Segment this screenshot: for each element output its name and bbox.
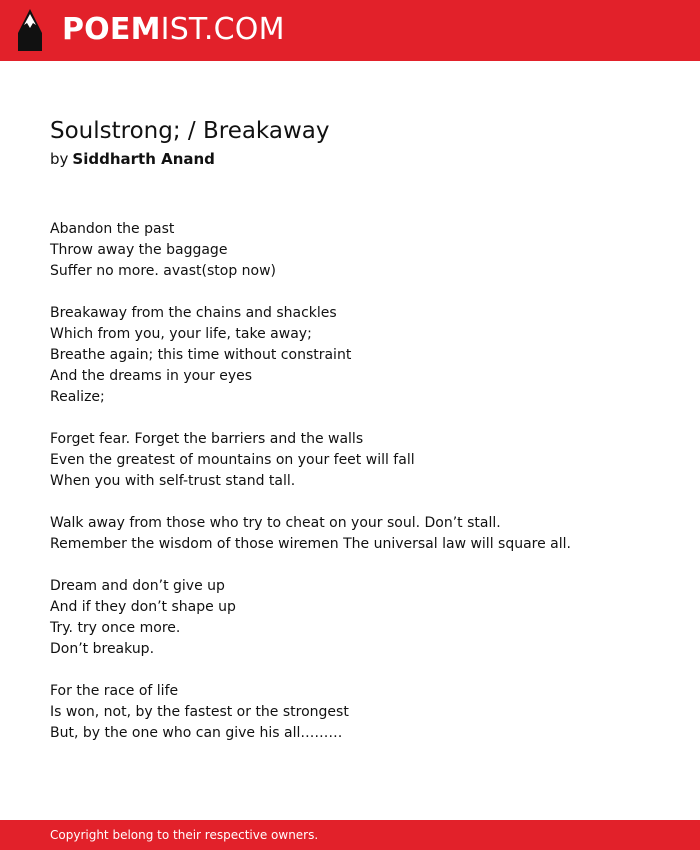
stanza — [50, 576, 670, 660]
poem-line: When you with self-trust stand tall. — [50, 473, 296, 489]
author-name: Siddharth Anand — [72, 150, 215, 168]
poem-line: Even the greatest of mountains on your feet will fall — [50, 452, 415, 468]
logo-text-bold: POEM — [62, 12, 161, 47]
poem-line: Breakaway from the chains and shackles — [50, 305, 337, 321]
site-header — [0, 0, 700, 61]
poem-line: For the race of life — [50, 683, 179, 699]
poem-line: Realize; — [50, 389, 105, 405]
poem-line: Forget fear. Forget the barriers and the walls — [50, 431, 364, 447]
by-label: by — [50, 150, 69, 168]
poem-line: Breathe again; this time without constraint — [50, 347, 352, 363]
poem-body — [50, 219, 670, 765]
stanza — [50, 219, 670, 282]
poem-line: Remember the wisdom of those wiremen The universal law will square all. — [50, 536, 571, 552]
copyright-text: Copyright belong to their respective owners. — [50, 828, 319, 842]
logo-text-light: IST.COM — [160, 12, 285, 47]
site-footer — [0, 820, 700, 850]
poem-line: Walk away from those who try to cheat on your soul. Don’t stall. — [50, 515, 501, 531]
stanza — [50, 681, 670, 744]
stanza — [50, 303, 670, 408]
poem-line: Abandon the past — [50, 221, 175, 237]
poem-line: Throw away the baggage — [50, 242, 228, 258]
byline — [50, 148, 670, 170]
poem-line: Don’t breakup. — [50, 641, 155, 657]
pencil-icon[interactable] — [18, 9, 42, 51]
stanza — [50, 513, 670, 555]
poem-line: And if they don’t shape up — [50, 599, 236, 615]
site-logo[interactable] — [62, 11, 285, 49]
poem-heading — [50, 114, 670, 170]
poem-line: Is won, not, by the fastest or the strongest — [50, 704, 349, 720]
poem-line: Which from you, your life, take away; — [50, 326, 312, 342]
poem-line: Dream and don’t give up — [50, 578, 225, 594]
poem-line: Try. try once more. — [50, 620, 181, 636]
poem-line: But, by the one who can give his all……… — [50, 725, 343, 741]
poem-line: Suffer no more. avast(stop now) — [50, 263, 277, 279]
poem-title: Soulstrong; / Breakaway — [50, 118, 330, 144]
stanza — [50, 429, 670, 492]
poem-line: And the dreams in your eyes — [50, 368, 253, 384]
